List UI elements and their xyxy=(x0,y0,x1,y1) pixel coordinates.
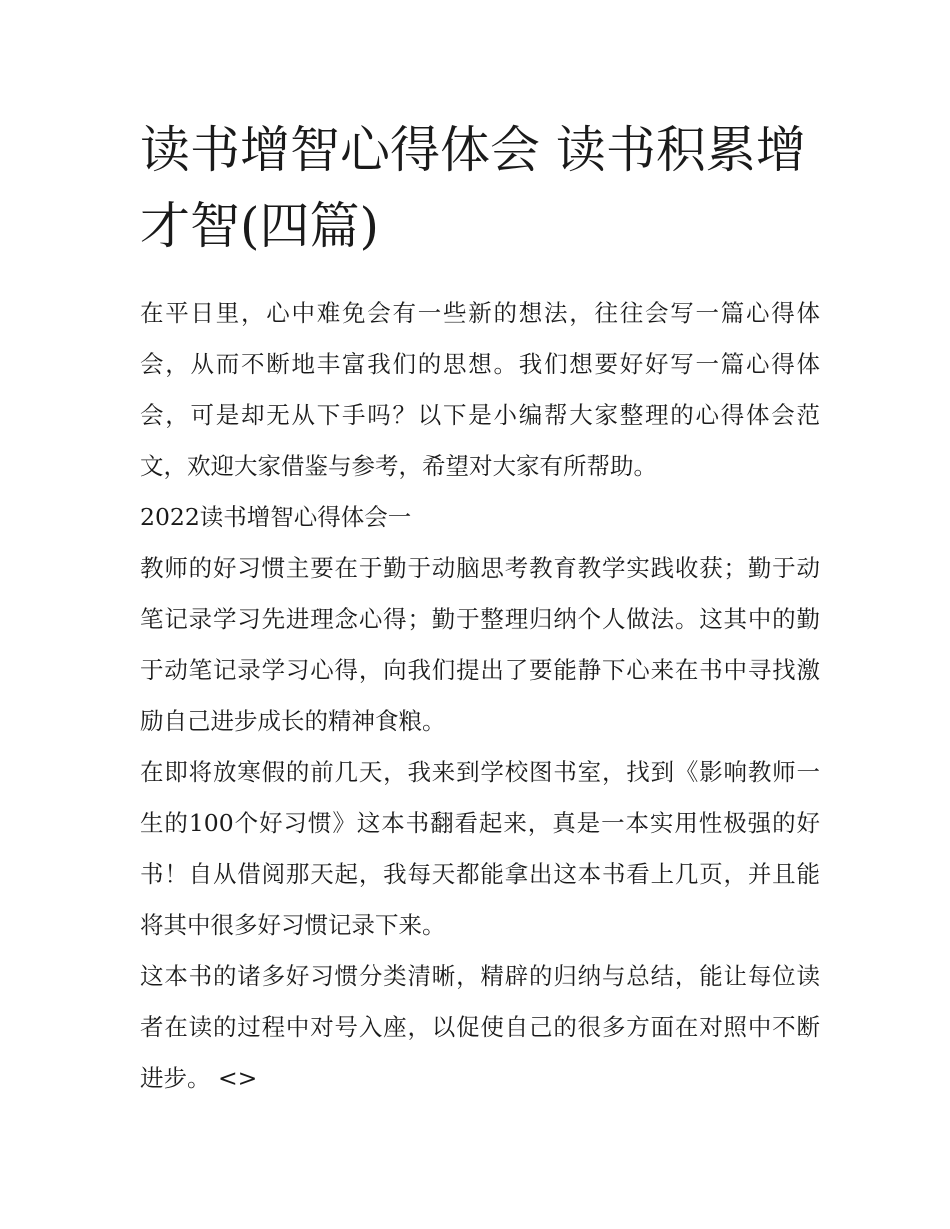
document-page xyxy=(140,112,820,1104)
section-heading: 2022读书增智心得体会一 xyxy=(140,503,412,531)
body-paragraph-3: 这本书的诸多好习惯分类清晰，精辟的归纳与总结，能让每位读者在读的过程中对号入座，以促使自己的很多方面在对照中不断进步。 <> xyxy=(140,962,820,1092)
intro-paragraph: 在平日里，心中难免会有一些新的想法，往往会写一篇心得体会，从而不断地丰富我们的思想。我们想要好好写一篇心得体会，可是却无从下手吗？以下是小编帮大家整理的心得体会范文，欢迎大家借鉴与参考，希望对大家有所帮助。 xyxy=(140,299,820,480)
body-paragraph-1: 教师的好习惯主要在于勤于动脑思考教育教学实践收获；勤于动笔记录学习先进理念心得；勤于整理归纳个人做法。这其中的勤于动笔记录学习心得，向我们提出了要能静下心来在书中寻找激励自己进步成长的精神食粮。 xyxy=(140,554,820,735)
document-title: 读书增智心得体会 读书积累增才智(四篇) xyxy=(140,121,806,255)
body-paragraph-2: 在即将放寒假的前几天，我来到学校图书室，找到《影响教师一生的100个好习惯》这本书翻看起来，真是一本实用性极强的好书！自从借阅那天起，我每天都能拿出这本书看上几页，并且能将其中很多好习惯记录下来。 xyxy=(140,758,820,939)
